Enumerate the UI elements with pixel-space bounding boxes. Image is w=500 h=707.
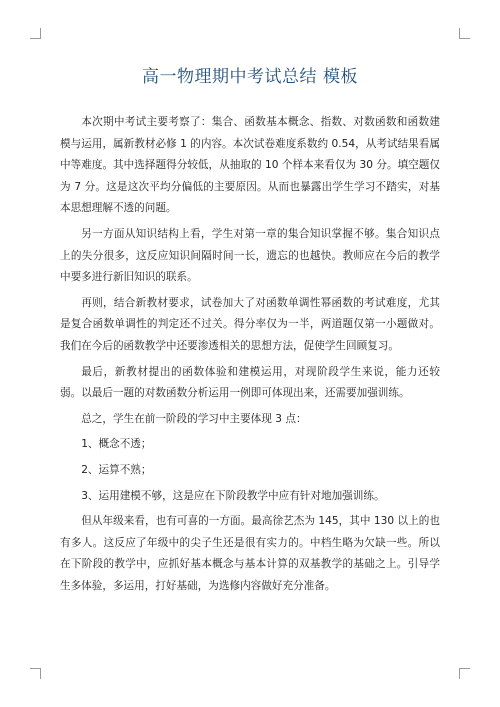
list-item-1: 1、概念不透；	[81, 438, 152, 451]
paragraph-exam-overview: 本次期中考试主要考察了：集合、函数基本概念、指数、对数函数和函数建模与运用，属新教材必修 1 的内容。本次试卷难度系数约 0.54，从考试结果看属中等难度。其中选择题得分较低，从抽取的 10 个样本来看仅为 30 分。填空题仅为 7 分。这是这次平均分偏低的主要原因。从而也暴露出学生学习不踏实，对基本思想理解不透的问题。	[60, 116, 440, 215]
paragraph-new-curriculum: 再则，结合新教材要求，试卷加大了对函数单调性幂函数的考试难度，尤其是复合函数单调性的判定还不过关。得分率仅为一半，两道题仅第一小题做对。我们在今后的函数教学中还要渗透相关的思想方法，促使学生回顾复习。	[60, 296, 440, 352]
paragraph-knowledge-structure: 另一方面从知识结构上看，学生对第一章的集合知识掌握不够。集合知识点上的失分很多，这反应知识间隔时间一长，遗忘的也越快。教师应在今后的教学中要多进行新旧知识的联系。	[60, 227, 440, 284]
crop-mark-bottom-right	[459, 668, 470, 679]
list-item-2: 2、运算不熟；	[81, 463, 152, 476]
crop-mark-top-left	[30, 28, 41, 39]
paragraph-grade-outlook: 但从年级来看，也有可喜的一方面。最高徐艺杰为 145，其中 130 以上的也有多人。这反应了年级中的尖子生还是很有实力的。中档生略为欠缺一些。所以在下阶段的教学中，应抓好基本概念与基本计算的双基教学的基础之上。引导学生多体验，多运用，打好基础，为选修内容做好充分准备。	[60, 515, 440, 592]
crop-mark-top-right	[459, 28, 470, 39]
list-item-3: 3、运用建模不够，这是应在下阶段教学中应有针对地加强训练。	[81, 489, 385, 502]
paragraph-summary-intro: 总之，学生在前一阶段的学习中主要体现 3 点：	[81, 412, 307, 425]
crop-mark-bottom-left	[30, 668, 41, 679]
paragraph-modeling: 最后，新教材提出的函数体验和建模运用，对现阶段学生来说，能力还较弱。以最后一题的对数函数分析运用一例即可体现出来，还需要加强训练。	[60, 365, 440, 400]
document-title: 高一物理期中考试总结 模板	[142, 67, 358, 87]
document-body	[60, 112, 440, 601]
